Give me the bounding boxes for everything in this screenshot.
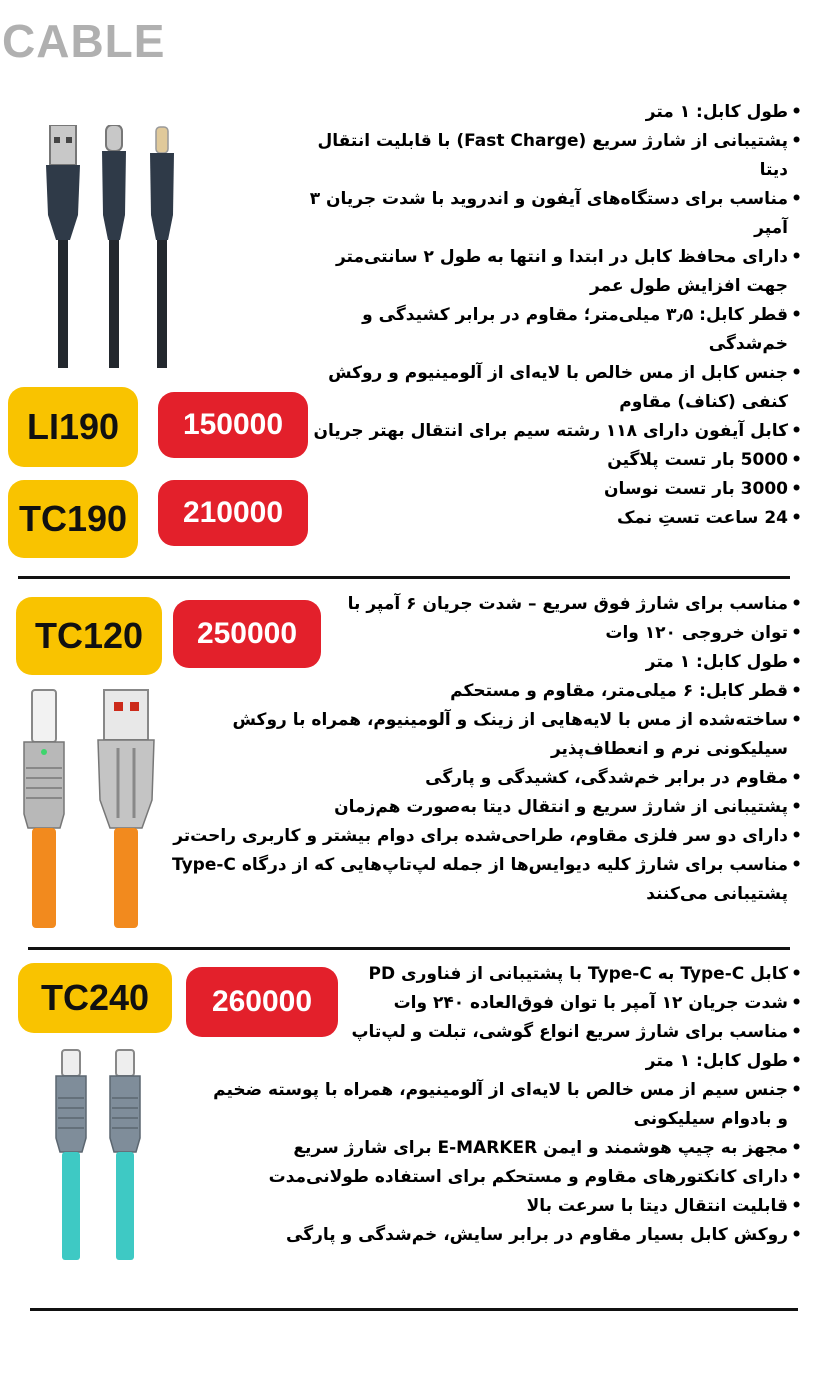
usb-c-240w-cable-image	[50, 1048, 146, 1262]
feature-item: • کابل آیفون دارای ۱۱۸ رشته سیم برای انتقال بهتر جریان	[290, 417, 802, 446]
feature-item: • توان خروجی ۱۲۰ وات	[160, 619, 802, 648]
usb-c-120w-cable-image	[4, 688, 166, 930]
feature-list-li190-tc190	[290, 98, 802, 533]
feature-item: • مناسب برای شارژ سریع انواع گوشی، تبلت و لپ‌تاپ	[200, 1018, 802, 1047]
section-divider	[18, 576, 790, 579]
feature-list-tc240	[200, 960, 802, 1250]
feature-item: • مناسب برای شارژ فوق سریع – شدت جریان ۶ آمپر با	[160, 590, 802, 619]
feature-item: • دارای محافظ کابل در ابتدا و انتها به طول ۲ سانتی‌متر جهت افزایش طول عمر	[290, 243, 802, 301]
price-tag-tc190: 210000	[158, 480, 308, 546]
feature-item: • دارای کانکتورهای مقاوم و مستحکم برای استفاده طولانی‌مدت	[200, 1163, 802, 1192]
model-tag-tc190: TC190	[8, 480, 138, 558]
page-title: CABLE	[2, 15, 166, 67]
section-divider	[28, 947, 790, 950]
feature-item: • پشتیبانی از شارژ سریع و انتقال دیتا به‌صورت هم‌زمان	[160, 793, 802, 822]
feature-item: • شدت جریان ۱۲ آمپر با توان فوق‌العاده ۲۴۰ وات	[200, 989, 802, 1018]
feature-item: • طول کابل: ۱ متر	[200, 1047, 802, 1076]
feature-item: • کابل Type-C به Type-C با پشتیبانی از فناوری PD	[200, 960, 802, 989]
feature-item: • مناسب برای شارژ کلیه دیوایس‌ها از جمله لپ‌تاپ‌هایی که از درگاه Type-C پشتیبانی می‌کنند	[160, 851, 802, 909]
feature-item: • دارای دو سر فلزی مقاوم، طراحی‌شده برای دوام بیشتر و کاربری راحت‌تر	[160, 822, 802, 851]
model-tag-tc240: TC240	[18, 963, 172, 1033]
feature-item: • طول کابل: ۱ متر	[160, 648, 802, 677]
model-tag-li190: LI190	[8, 387, 138, 467]
price-tag-tc120: 250000	[173, 600, 321, 668]
price-tag-tc240: 260000	[186, 967, 338, 1037]
feature-item: • قابلیت انتقال دیتا با سرعت بالا	[200, 1192, 802, 1221]
feature-item: • مجهز به چیپ هوشمند و ایمن E-MARKER برای شارژ سریع	[200, 1134, 802, 1163]
feature-item: • جنس کابل از مس خالص با لایه‌ای از آلومینیوم و روکش کنفی (کناف) مقاوم	[290, 359, 802, 417]
model-tag-tc120: TC120	[16, 597, 162, 675]
feature-item: • 3000 بار تست نوسان	[290, 475, 802, 504]
feature-item: • 24 ساعت تستِ نمک	[290, 504, 802, 533]
feature-list-tc120	[160, 590, 802, 909]
feature-item: • روکش کابل بسیار مقاوم در برابر سایش، خم‌شدگی و پارگی	[200, 1221, 802, 1250]
section-divider	[30, 1308, 798, 1311]
feature-item: • طول کابل: ۱ متر	[290, 98, 802, 127]
feature-item: • قطر کابل: ۳٫۵ میلی‌متر؛ مقاوم در برابر کشیدگی و خم‌شدگی	[290, 301, 802, 359]
feature-item: • جنس سیم از مس خالص با لایه‌ای از آلومینیوم، همراه با پوسته ضخیم و بادوام سیلیکونی	[200, 1076, 802, 1134]
feature-item: • قطر کابل: ۶ میلی‌متر، مقاوم و مستحکم	[160, 677, 802, 706]
usb-a-to-typec-lightning-cables-image	[40, 125, 190, 370]
feature-item: • مناسب برای دستگاه‌های آیفون و اندروید با شدت جریان ۳ آمپر	[290, 185, 802, 243]
feature-item: • مقاوم در برابر خم‌شدگی، کشیدگی و پارگی	[160, 764, 802, 793]
feature-item: • پشتیبانی از شارژ سریع (Fast Charge) با قابلیت انتقال دیتا	[290, 127, 802, 185]
price-tag-li190: 150000	[158, 392, 308, 458]
feature-item: • ساخته‌شده از مس با لایه‌هایی از زینک و آلومینیوم، همراه با روکش سیلیکونی نرم و انعطاف‌پذیر	[160, 706, 802, 764]
feature-item: • 5000 بار تست پلاگین	[290, 446, 802, 475]
